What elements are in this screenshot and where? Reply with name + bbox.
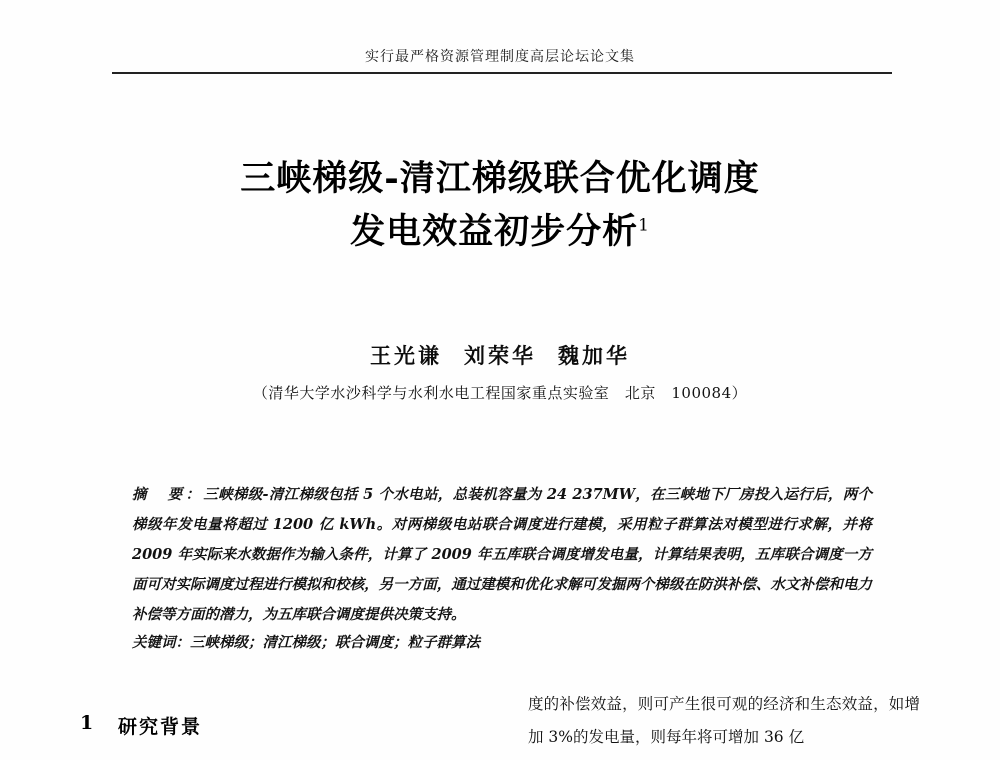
author-2: 刘荣华 — [464, 343, 536, 368]
keywords-block — [132, 630, 872, 656]
running-head: 实行最严格资源管理制度高层论坛论文集 — [365, 49, 635, 65]
title-line-1: 三峡梯级-清江梯级联合优化调度 — [240, 158, 760, 199]
author-3: 魏加华 — [558, 343, 630, 368]
abstract-block — [132, 480, 872, 630]
affiliation: （清华大学水沙科学与水利水电工程国家重点实验室 北京 100084） — [252, 384, 748, 402]
abstract-label: 摘 要： — [132, 486, 204, 503]
right-column-paragraph: 度的补偿效益，则可产生很可观的经济和生态效益，如增加 3%的发电量，则每年将可增加 36 亿 — [528, 695, 920, 746]
title-footnote-marker: 1 — [638, 215, 650, 236]
title-line-2-wrapper — [0, 205, 1000, 258]
title-line-2: 发电效益初步分析 — [350, 211, 639, 252]
page-title — [0, 152, 1000, 258]
header-rule — [112, 72, 892, 74]
keywords-label: 关键词： — [132, 634, 190, 651]
section-number: 1 — [80, 712, 94, 734]
author-list — [0, 340, 1000, 370]
author-1: 王光谦 — [370, 343, 442, 368]
abstract-text: 三峡梯级-清江梯级包括 5 个水电站，总装机容量为 24 237MW，在三峡地下厂房投入运行后，两个梯级年发电量将超过 1200 亿 kWh。对两梯级电站联合调度进行建模，采用粒子群算法对模型进行求解，并将 2009 年实际来水数据作为输入条件，计算了 2009 年五库联合调度增发电量，计算结果表明，五库联合调度一方面可对实际调度过程进行模拟和校核，另一方面，通过建模和优化求解可发掘两个梯级在防洪补偿、水文补偿和电力补偿等方面的潜力，为五库联合调度提供决策支持。 — [132, 486, 873, 623]
keywords-text: 三峡梯级；清江梯级；联合调度；粒子群算法 — [190, 634, 480, 651]
section-title: 研究背景 — [118, 716, 203, 738]
